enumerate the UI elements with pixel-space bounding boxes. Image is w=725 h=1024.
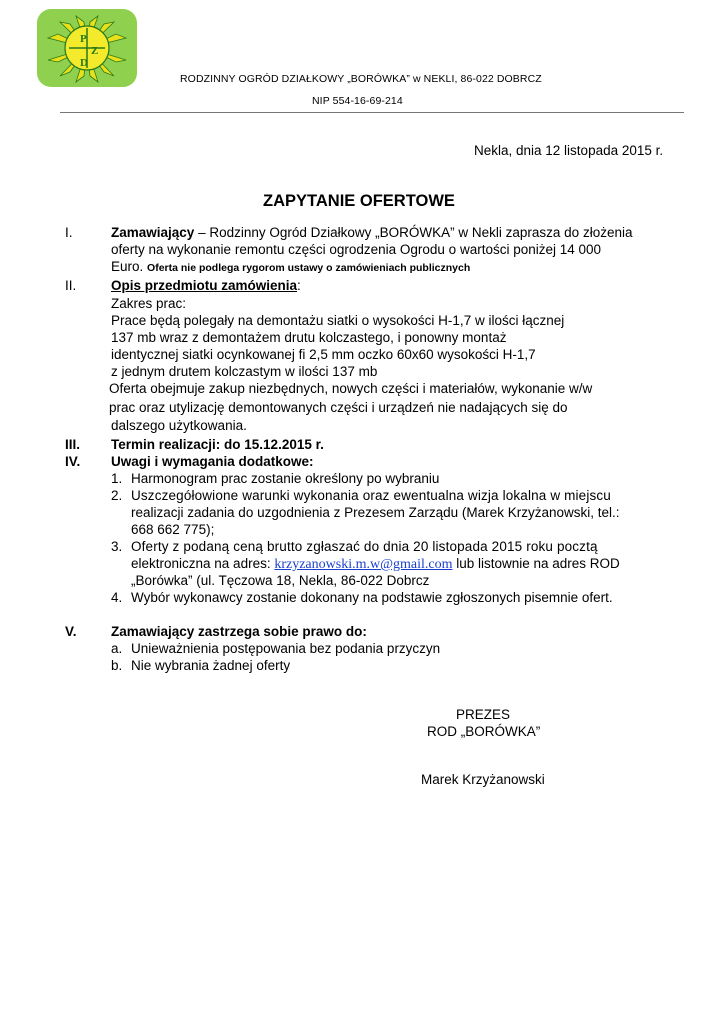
list-item-text: Oferty z podaną ceną brutto zgłaszać do dnia 20 listopada 2015 roku pocztą xyxy=(131,539,598,554)
list-item-text: Wybór wykonawcy zostanie dokonany na podstawie zgłoszonych pisemnie ofert. xyxy=(131,590,613,605)
list-item-text: Harmonogram prac zostanie określony po wybraniu xyxy=(131,471,440,486)
section5-num: V. xyxy=(65,624,77,639)
section2-line: 137 mb wraz z demontażem drutu kolczastego, i ponowny montaż xyxy=(111,330,507,345)
nip-line: NIP 554-16-69-214 xyxy=(312,95,403,107)
list-item-text-end: lub listownie na adres ROD xyxy=(452,556,620,571)
section2-line: z jednym drutem kolczastym w ilości 137 mb xyxy=(111,364,378,379)
section2-line: Zakres prac: xyxy=(111,296,187,311)
section1-line2: oferty na wykonanie remontu części ogrodzenia Ogrodu o wartości poniżej 14 000 xyxy=(111,242,602,257)
list-item-text-start: elektroniczna na adres: xyxy=(131,556,275,571)
list-item-text: Nie wybrania żadnej oferty xyxy=(131,658,291,673)
section5-label: Zamawiający zastrzega sobie prawo do: xyxy=(111,624,367,639)
header-divider xyxy=(60,112,684,113)
org-header-line: RODZINNY OGRÓD DZIAŁKOWY „BORÓWKA” w NEKLI, 86-022 DOBRCZ xyxy=(180,73,542,85)
signature-org: ROD „BORÓWKA” xyxy=(427,724,541,739)
section1-line3-bold: Oferta nie podlega rygorom ustawy o zamówieniach publicznych xyxy=(147,262,471,274)
signature-name: Marek Krzyżanowski xyxy=(421,772,545,787)
section4-num: IV. xyxy=(65,454,81,469)
list-item-text xyxy=(131,556,620,573)
section2-line: prac oraz utylizację demontowanych części i urządzeń nie nadających się do xyxy=(109,400,568,415)
list-item-num: 3. xyxy=(111,539,123,554)
section2-line: Oferta obejmuje zakup niezbędnych, nowych części i materiałów, wykonanie w/w xyxy=(109,381,593,396)
logo-letter-p: P xyxy=(80,33,87,45)
list-item-num: 4. xyxy=(111,590,123,605)
section1-line3 xyxy=(111,259,470,276)
section2-label-suffix: : xyxy=(297,278,301,293)
list-item-text: Unieważnienia postępowania bez podania przyczyn xyxy=(131,641,441,656)
email-link[interactable]: krzyzanowski.m.w@gmail.com xyxy=(274,557,453,572)
section1-label: Zamawiający xyxy=(111,225,195,240)
section3-text: Termin realizacji: do 15.12.2015 r. xyxy=(111,437,324,452)
list-item-num: 2. xyxy=(111,488,123,503)
list-item-text: „Borówka” (ul. Tęczowa 18, Nekla, 86-022 Dobrcz xyxy=(131,573,430,588)
section2-heading xyxy=(111,278,301,294)
pzd-logo xyxy=(36,8,138,88)
section3-num: III. xyxy=(65,437,81,452)
section1-line1 xyxy=(111,225,680,241)
section4-label: Uwagi i wymagania dodatkowe: xyxy=(111,454,314,469)
section2-label: Opis przedmiotu zamówienia xyxy=(111,278,298,293)
list-item-num: 1. xyxy=(111,471,123,486)
pzd-logo-graphic xyxy=(36,8,138,88)
logo-letter-d: D xyxy=(80,57,88,69)
section2-line: Prace będą polegały na demontażu siatki o wysokości H-1,7 w ilości łącznej xyxy=(111,313,565,328)
section1-num: I. xyxy=(65,225,73,240)
list-item-num: b. xyxy=(111,658,123,673)
list-item-text: Uszczegółowione warunki wykonania oraz ewentualna wizja lokalna w miejscu xyxy=(131,488,611,503)
section2-num: II. xyxy=(65,278,77,293)
list-item-num: a. xyxy=(111,641,123,656)
date-line: Nekla, dnia 12 listopada 2015 r. xyxy=(474,143,664,158)
section2-line: identycznej siatki ocynkowanej fi 2,5 mm oczko 60x60 wysokości H-1,7 xyxy=(111,347,536,362)
section1-line1-text: – Rodzinny Ogród Działkowy „BORÓWKA” w Nekli zaprasza do złożenia xyxy=(194,225,633,240)
logo-letter-z: Z xyxy=(91,45,99,57)
page-title: ZAPYTANIE OFERTOWE xyxy=(263,192,455,210)
list-item-text: 668 662 775); xyxy=(131,522,215,537)
list-item-text: realizacji zadania do uzgodnienia z Prezesem Zarządu (Marek Krzyżanowski, tel.: xyxy=(131,505,620,520)
section2-line: dalszego użytkowania. xyxy=(111,418,247,433)
section1-line3-start: Euro. xyxy=(111,259,148,274)
signature-title: PREZES xyxy=(456,707,511,722)
